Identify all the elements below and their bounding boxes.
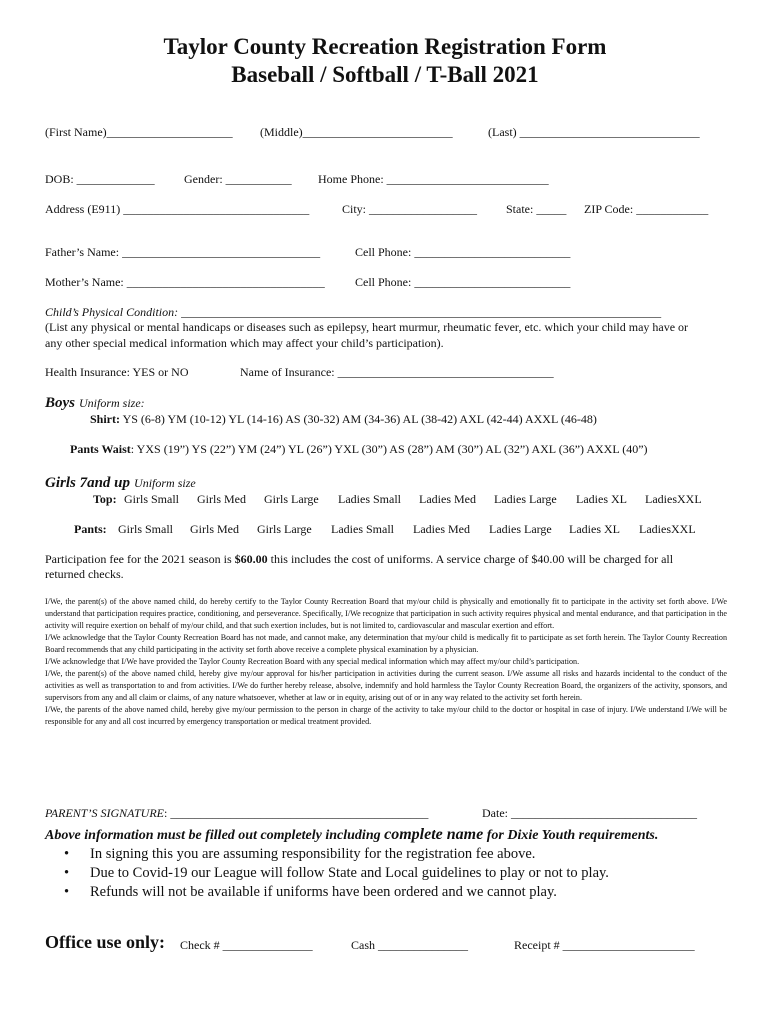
girls-top-size: Ladies Med [419,492,476,506]
fee-line1 [45,552,673,567]
mother-name-field[interactable]: Mother’s Name: _________________________________ [45,275,325,289]
dob-field[interactable]: DOB: _____________ [45,172,155,186]
health-insurance-field[interactable]: Health Insurance: YES or NO [45,365,189,379]
physical-condition-label: Child’s Physical Condition: [45,305,182,319]
middle-name-field[interactable]: (Middle)_________________________ [260,125,453,139]
bullet-icon: • [64,846,70,862]
form-subtitle: Baseball / Softball / T-Ball 2021 [231,62,539,87]
girls-top-size: Girls Med [197,492,246,506]
zip-field[interactable]: ZIP Code: ____________ [584,202,709,216]
bullet-icon: • [64,865,70,881]
girls-pants-size: Ladies Large [489,522,552,536]
physical-condition-field[interactable]: ________________________________________________________________________________ [181,305,662,319]
girls-pants-size: LadiesXXL [639,522,696,536]
fee-text-pre: Participation fee for the 2021 season is [45,552,235,566]
girls-pants-size: Ladies XL [569,522,620,536]
girls-top-size: Ladies XL [576,492,627,506]
girls-pants-size: Ladies Small [331,522,394,536]
father-cell-field[interactable]: Cell Phone: __________________________ [355,245,571,259]
boys-pants-sizes: : YXS (19”) YS (22”) YM (24”) YL (26”) YXL (30”) AS (28”) AM (30”) AL (32”) AXL (36”) AXXL (40”) [130,442,648,456]
form-title: Taylor County Recreation Registration Form [163,34,607,59]
boys-pants-label: Pants Waist [70,442,131,456]
girls-top-label: Top [93,492,113,506]
girls-pants-size: Girls Small [118,522,174,536]
first-name-field[interactable]: (First Name)_____________________ [45,125,233,139]
insurance-name-field[interactable]: Name of Insurance: ____________________________________ [240,365,554,379]
office-use-label: Office use only: [45,932,165,952]
requirement-post: for Dixie Youth requirements. [483,828,659,843]
notice-text: Refunds will not be available if uniforms have been ordered and we cannot play. [90,884,557,900]
signature-field[interactable]: : ___________________________________________ [164,806,429,820]
legal-paragraph: I/We, the parents of the above named child, hereby give my/our permission to the person in charge of the activity to take my/our child to the doctor or hospital in case of injury. I/We understand I/We will be responsible for any and all cost incurred by emergency transportation or medical treatment provided. [45,705,727,726]
father-name-field[interactable]: Father’s Name: _________________________________ [45,245,321,259]
list-item [64,864,609,883]
girls-heading: Girls 7and up [45,475,131,491]
requirement-note [45,826,658,844]
home-phone-field[interactable]: Home Phone: ___________________________ [318,172,549,186]
physical-note-line1: (List any physical or mental handicaps or diseases such as epilepsy, heart murmur, rheumatic fever, etc. which your child may have or [45,320,689,334]
girls-pants-size: Ladies Med [413,522,470,536]
girls-section-heading [45,474,196,492]
notice-text: In signing this you are assuming responsibility for the registration fee above. [90,846,536,862]
boys-uniform-size-label: Uniform size: [79,396,145,410]
girls-pants-label: Pants: [74,522,107,536]
girls-pants-size: Girls Med [190,522,239,536]
last-name-field[interactable]: (Last) ______________________________ [488,125,700,139]
legal-paragraph: I/We, the parent(s) of the above named child, hereby give my/our approval for his/her participation in activities during the current season. I/We assume all risks and hazards incidental to the conduct of the activities as well as transportation to and from activities. I/We do further hereby release, absolve, indemnify and hold harmless the Taylor County Recreation Board, the organizers of the activity, sponsors, and supervisors from any and all claim or claims, of any nature whatsoever, whether at law or in equity, arising out of or in any way related to the activity set forth herein. [45,669,727,702]
mother-cell-field[interactable]: Cell Phone: __________________________ [355,275,571,289]
physical-note-line2: any other special medical information which may affect your child’s participation). [45,336,444,350]
boys-shirt-row [90,412,597,427]
boys-section-heading [45,394,145,412]
date-field[interactable]: Date: _______________________________ [482,806,697,820]
requirement-emphasis: complete name [384,826,484,843]
notice-list [64,845,609,902]
legal-paragraph: I/We acknowledge that the Taylor County Recreation Board has not made, and cannot make, any determination that my/our child is medically fit to participate as set forth herein. The Taylor County Recreation Board recommends that any child participating in the activity set forth above receive a complete physical examination by a physician. [45,633,727,654]
bullet-icon: • [64,884,70,900]
address-field[interactable]: Address (E911) _______________________________ [45,202,310,216]
girls-top-size: Girls Small [124,492,180,506]
signature-row [45,806,428,821]
fee-line2: returned checks. [45,567,124,581]
receipt-number-field[interactable]: Receipt # ______________________ [514,938,695,952]
girls-top-row: Top: [93,492,117,506]
city-field[interactable]: City: __________________ [342,202,478,216]
girls-top-size: Ladies Large [494,492,557,506]
legal-paragraph: I/We, the parent(s) of the above named child, do hereby certify to the Taylor County Recreation Board that my/our child is physically and emotionally fit to participate in the activity set forth above. I/We understand that participation requires practice, conditioning, and perseverance. Specifically, I/We recognize that participation in such activity requires physical and mental endurance, and that participation in the activity will require exertion on behalf of my/our child, and that such exertion includes, but is not limited to, cardiovascular and mascular exertion and effort. [45,597,727,630]
girls-uniform-size-label: Uniform size [134,476,196,490]
check-number-field[interactable]: Check # _______________ [180,938,313,952]
signature-label: PARENT’S SIGNATURE [45,806,164,820]
requirement-pre: Above information must be filled out completely including [45,828,385,843]
boys-pants-row [70,442,648,457]
girls-top-size: Girls Large [264,492,319,506]
boys-heading: Boys [45,395,75,411]
state-field[interactable]: State: _____ [506,202,567,216]
girls-pants-size: Girls Large [257,522,312,536]
boys-shirt-label: Shirt: [90,412,120,426]
boys-shirt-sizes: YS (6-8) YM (10-12) YL (14-16) AS (30-32) AM (34-36) AL (38-42) AXL (42-44) AXXL (46-48) [122,412,597,426]
legal-paragraph: I/We acknowledge that I/We have provided the Taylor County Recreation Board with any special medical information which may affect my/our child’s participation. [45,657,580,666]
girls-top-size: Ladies Small [338,492,401,506]
girls-top-size: LadiesXXL [645,492,702,506]
gender-field[interactable]: Gender: ___________ [184,172,292,186]
fee-text-post: this includes the cost of uniforms. A service charge of $40.00 will be charged for all [267,552,674,566]
notice-text: Due to Covid-19 our League will follow State and Local guidelines to play or not to play. [90,865,609,881]
fee-amount: $60.00 [234,552,268,566]
cash-field[interactable]: Cash _______________ [351,938,468,952]
legal-terms [45,596,727,728]
list-item [64,883,609,902]
list-item [64,845,609,864]
